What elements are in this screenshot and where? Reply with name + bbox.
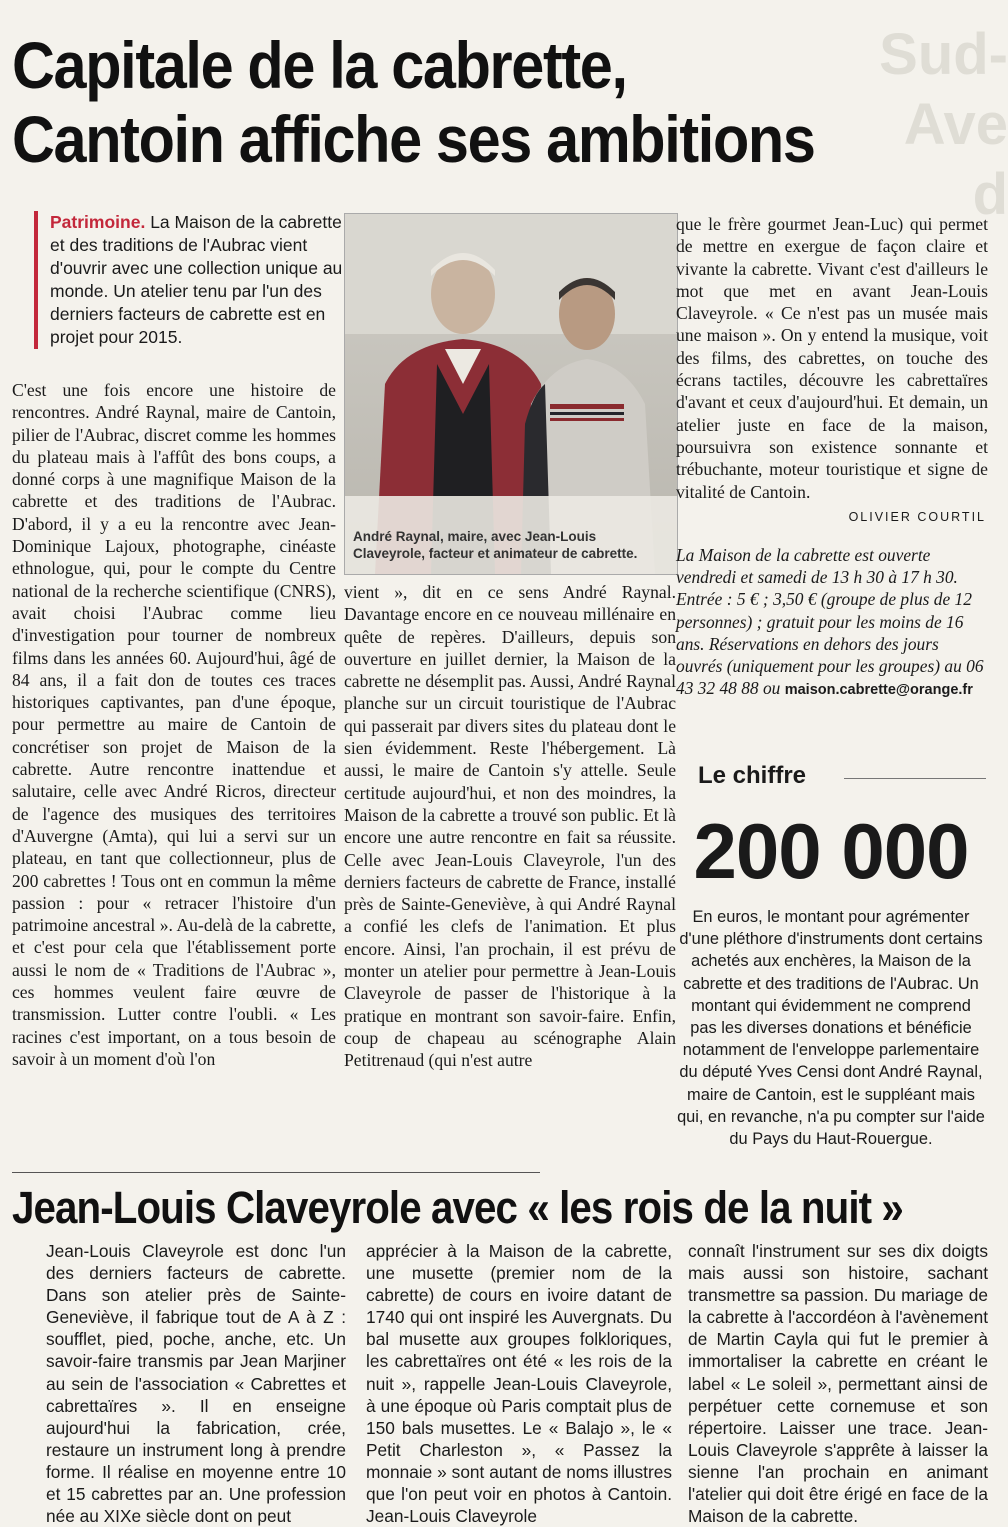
second-column-3 — [688, 1240, 988, 1527]
headline-line-1: Capitale de la cabrette, — [12, 28, 627, 102]
column-1-text: C'est une fois encore une histoire de rencontres. André Raynal, maire de Cantoin, pilier de l'Aubrac, discret comme les hommes du plateau mais à l'affût des bons coups, a donné corps à une magnifique Maison de la cabrette et des traditions de l'Aubrac. D'abord, il y a eu la rencontre avec Jean-Dominique Lajoux, photographe, cinéaste ethnologue, qui, pour le compte du Centre national de la recherche scientifique (CNRS), avait choisi l'Aubrac comme lieu d'investigation pour tourner de nombreux films dans les années 60. Aujourd'hui, âgé de 84 ans, il a fait don de toutes ces traces historiques captivantes, pan d'une époque, pour permettre au maire de Cantoin de concrétiser son projet de Maison de la cabrette. Autre rencontre inattendue et salutaire, celle avec André Ricros, directeur de l'agence des musiques des territoires d'Auvergne (Amta), qui lui a servi sur un plateau, en tant que collectionneur, plus de 200 cabrettes ! Tous ont en commun la même passion : pour « retracer l'histoire d'un patrimoine ancestral ». Au-delà de la cabrette, et c'est pour cela que l'établissement porte aussi le nom de « Traditions de l'Aubrac », ces hommes veulent faire œuvre de transmission. Lutter contre l'oubli. « Les racines c'est important, on a tous besoin de savoir à un moment d'où l'on — [12, 380, 336, 1069]
article-column-3 — [676, 213, 988, 503]
section-divider — [12, 1172, 540, 1173]
background-fragment-2: d — [972, 162, 1008, 227]
second-column-1-text: Jean-Louis Claveyrole est donc l'un des derniers facteurs de cabrette. Dans son atelier près de Sainte-Geneviève, il fabrique tout de A à Z : soufflet, pied, poche, anche, etc. Un savoir-faire transmis par Jean Marjiner au sein de l'association « Cabrettes et cabrettaïres ». Il en enseigne aujourd'hui la fabrication, crée, restaure un instrument long à prendre forme. Il réalise en moyenne entre 10 et 15 cabrettes par an. Une profession née au XIXe siècle dont on peut — [46, 1241, 346, 1527]
second-column-3-text: connaît l'instrument sur ses dix doigts mais aussi son histoire, sachant transmettre sa passion. Du mariage de la cabrette à l'accordéon à l'avènement de Martin Cayla qui fut le premier à immortaliser la cabrette en créant le label « Le soleil », permettant ainsi de perpétuer cette cornemuse et son répertoire. Laisser une trace. Jean-Louis Claveyrole s'apprête à laisser la sienne l'an prochain en animant l'atelier qui doit être érigé en face de la Maison de la cabrette. — [688, 1241, 988, 1527]
chiffre-label: Le chiffre — [676, 762, 986, 790]
article-photo — [344, 213, 678, 575]
photo-caption: André Raynal, maire, avec Jean-Louis Claveyrole, facteur et animateur de cabrette. — [353, 529, 638, 561]
rubric-label: Patrimoine. — [50, 212, 146, 232]
chiffre-text: En euros, le montant pour agrémenter d'une pléthore d'instruments dont certains achetés aux enchères, la Maison de la cabrette et des traditions de l'Aubrac. Un montant qui évidemment ne comprend pas les diverses donations et bénéficie notamment de l'enveloppe parlementaire du député Yves Censi dont André Raynal, maire de Cantoin, est le suppléant mais qui, en revanche, n'a pu compter sur l'aide du Pays du Haut-Rouergue. — [677, 908, 985, 1149]
background-fragment-1: Sud-Ave — [879, 22, 1008, 157]
article-intro — [34, 211, 350, 349]
chiffre-value: 200 000 — [693, 807, 969, 895]
second-column-1 — [46, 1240, 346, 1527]
intro-text: La Maison de la cabrette et des traditions de l'Aubrac vient d'ouvrir avec une collection unique au monde. Un atelier tenu par l'un des derniers facteurs de cabrette est en projet pour 2015. — [50, 212, 343, 347]
info-text: La Maison de la cabrette est ouverte vendredi et samedi de 13 h 30 à 17 h 30. Entrée : 5 € ; 3,50 € (groupe de plus de 12 personnes) ; gratuit pour les moins de 16 ans. Réservations en dehors des jours ouvrés (uniquement pour les groupes) au 06 43 32 48 88 ou — [676, 545, 984, 699]
practical-info-text — [676, 544, 988, 701]
second-column-2-text: apprécier à la Maison de la cabrette, une musette (premier nom de la cabrette) de cours en ivoire datant de 1740 qui ont inspiré les Auvergnats. Du bal musette aux groupes folkloriques, les cabrettaïres ont été « les rois de la nuit », rappelle Jean-Louis Claveyrole, à une époque où Paris comptait plus de 150 bals musettes. Le « Balajo », le « Petit Charleston », « Passez la monnaie » sont autant de noms illustres que l'on peut voir en photos à Cantoin. Jean-Louis Claveyrole — [366, 1241, 672, 1527]
article-column-2 — [344, 581, 676, 1072]
second-headline: Jean-Louis Claveyrole avec « les rois de la nuit » — [12, 1182, 903, 1233]
contact-email[interactable]: maison.cabrette@orange.fr — [784, 682, 973, 699]
column-2-text: vient », dit en ce sens André Raynal. Davantage encore en ce nouveau millénaire en quête de repères. D'ailleurs, depuis son ouverture en juillet dernier, la Maison de la cabrette ne désemplit pas. Aussi, André Raynal planche sur un circuit touristique de l'Aubrac qui passerait par divers sites du plateau dont le sien évidemment. Reste l'hébergement. Là aussi, le maire de Cantoin s'y attelle. Seule certitude aujourd'hui, et non des moindres, la Maison de la cabrette a trouvé son public. Et là encore une autre rencontre en fait sa réussite. Celle avec Jean-Louis Claveyrole, l'un des derniers facteurs de cabrette de France, installé près de Sainte-Geneviève, à qui André Raynal a confié les clefs de l'animation. Et plus encore. Ainsi, l'an prochain, il est prévu de monter un atelier pour permettre à Jean-Louis Claveyrole de passer de l'historique à la pratique en montrant son savoir-faire. Enfin, coup de chapeau au scénographe Alain Petitrenaud (qui n'est autre — [344, 582, 676, 1071]
column-3-text: que le frère gourmet Jean-Luc) qui permet de mettre en exergue de façon claire et vivante la cabrette. Vivant c'est d'ailleurs le mot que met en avant Jean-Louis Claveyrole. « Ce n'est pas un musée mais une maison ». On y entend la musique, voit des films, des cabrettes, on touche des écrans tactiles, découvre les cabrettaïres d'avant et ceux d'aujourd'hui. Et demain, un atelier juste en face de la maison, poursuivra son existence sonnante et trébuchante, moteur touristique et signe de vitalité de Cantoin. — [676, 214, 988, 502]
second-column-2 — [366, 1240, 672, 1527]
headline — [12, 28, 876, 176]
headline-line-2: Cantoin affiche ses ambitions — [12, 102, 815, 176]
article-column-1 — [12, 379, 336, 1070]
practical-info — [676, 544, 988, 701]
author-signature: OLIVIER COURTIL — [848, 510, 986, 524]
